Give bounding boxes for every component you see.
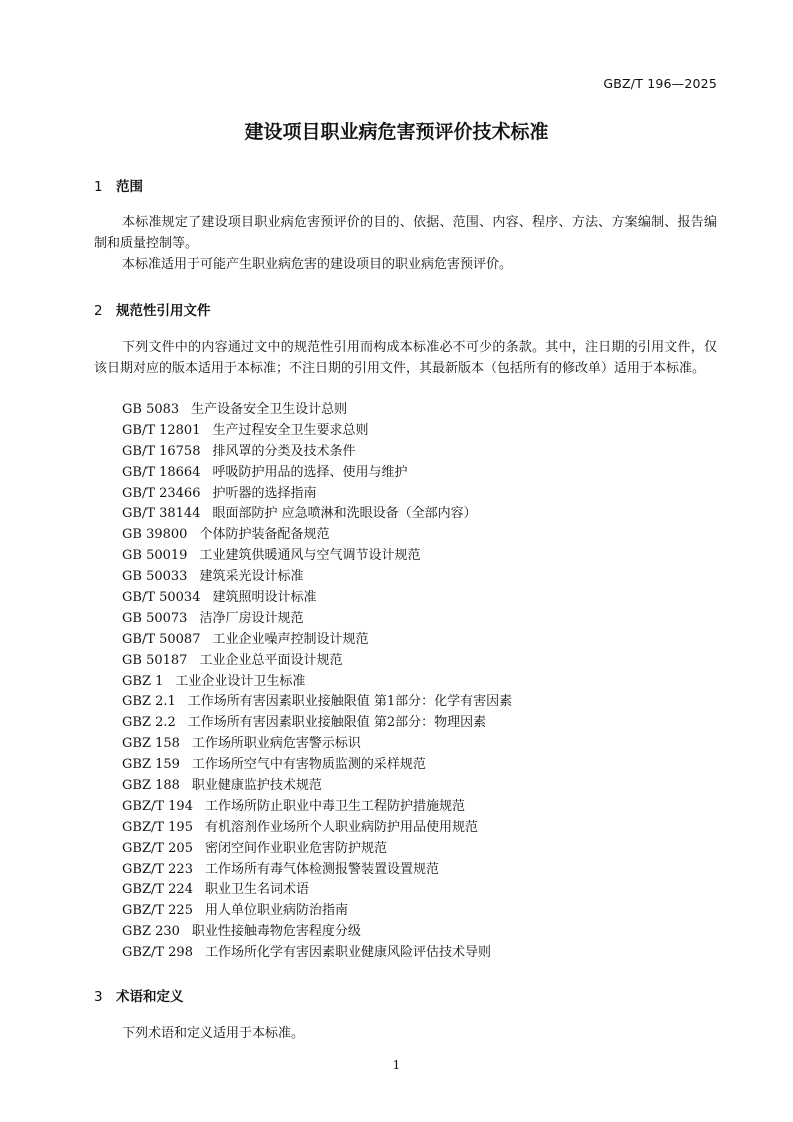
reference-code: GBZ 159 xyxy=(122,757,180,773)
reference-title: 生产过程安全卫生要求总则 xyxy=(212,422,369,438)
reference-item xyxy=(122,630,512,651)
reference-title: 工业企业噪声控制设计规范 xyxy=(212,631,369,647)
reference-item xyxy=(122,442,512,463)
reference-code: GB/T 23466 xyxy=(122,485,201,501)
reference-item xyxy=(122,651,512,672)
reference-item xyxy=(122,839,512,860)
reference-item xyxy=(122,400,512,421)
reference-item xyxy=(122,588,512,609)
reference-title: 工作场所有害因素职业接触限值 第2部分：物理因素 xyxy=(187,715,487,731)
reference-item xyxy=(122,421,512,442)
reference-code: GBZ 2.2 xyxy=(122,715,176,731)
reference-code: GB 50033 xyxy=(122,569,188,585)
reference-item xyxy=(122,463,512,484)
reference-title: 工作场所有害因素职业接触限值 第1部分：化学有害因素 xyxy=(187,694,513,710)
reference-item xyxy=(122,567,512,588)
reference-title: 呼吸防护用品的选择、使用与维护 xyxy=(212,464,408,480)
reference-code: GB/T 12801 xyxy=(122,422,201,438)
section-title: 术语和定义 xyxy=(116,989,184,1005)
reference-item xyxy=(122,860,512,881)
reference-item xyxy=(122,797,512,818)
reference-title: 密闭空间作业职业危害防护规范 xyxy=(204,840,387,856)
reference-item xyxy=(122,901,512,922)
references-intro: 下列文件中的内容通过文中的规范性引用而构成本标准必不可少的条款。其中，注日期的引用文件，仅该日期对应的版本适用于本标准；不注日期的引用文件，其最新版本（包括所有的修改单）适用于本标准。 xyxy=(94,340,717,376)
reference-code: GBZ/T 225 xyxy=(122,903,193,919)
reference-title: 建筑照明设计标准 xyxy=(212,590,317,606)
reference-item xyxy=(122,880,512,901)
scope-paragraph: 本标准适用于可能产生职业病危害的建设项目的职业病危害预评价。 xyxy=(122,257,513,272)
reference-code: GBZ 188 xyxy=(122,778,180,794)
reference-title: 生产设备安全卫生设计总则 xyxy=(191,402,348,417)
reference-code: GB/T 38144 xyxy=(122,506,201,522)
reference-title: 工作场所职业病危害警示标识 xyxy=(191,736,361,752)
section-heading-terms-definitions xyxy=(94,985,184,1005)
reference-item xyxy=(122,943,512,964)
section-title: 范围 xyxy=(116,179,143,195)
section-title: 规范性引用文件 xyxy=(116,303,211,319)
reference-code: GBZ/T 298 xyxy=(122,945,193,961)
reference-item xyxy=(122,776,512,797)
reference-item xyxy=(122,546,512,567)
reference-item xyxy=(122,922,512,943)
terms-intro: 下列术语和定义适用于本标准。 xyxy=(122,1026,305,1041)
reference-title: 用人单位职业病防治指南 xyxy=(204,903,348,919)
reference-title: 有机溶剂作业场所个人职业病防护用品使用规范 xyxy=(204,819,478,835)
reference-code: GBZ 2.1 xyxy=(122,694,176,710)
reference-title: 工作场所有毒气体检测报警装置设置规范 xyxy=(204,861,439,877)
reference-code: GB/T 16758 xyxy=(122,443,201,459)
reference-title: 工作场所空气中有害物质监测的采样规范 xyxy=(191,757,426,773)
reference-code: GB 50019 xyxy=(122,548,188,564)
reference-title: 职业性接触毒物危害程度分级 xyxy=(191,924,361,940)
standard-number: GBZ/T 196—2025 xyxy=(603,76,717,91)
section-number: 3 xyxy=(94,989,103,1005)
reference-title: 排风罩的分类及技术条件 xyxy=(212,443,356,459)
reference-title: 建筑采光设计标准 xyxy=(199,569,304,585)
reference-item xyxy=(122,484,512,505)
reference-title: 工业建筑供暖通风与空气调节设计规范 xyxy=(199,548,421,564)
reference-item xyxy=(122,504,512,525)
reference-code: GB/T 50034 xyxy=(122,590,201,606)
reference-title: 工业企业设计卫生标准 xyxy=(175,673,306,689)
reference-code: GBZ/T 194 xyxy=(122,798,193,814)
reference-item xyxy=(122,672,512,693)
reference-code: GB/T 18664 xyxy=(122,464,201,480)
reference-title: 工作场所防止职业中毒卫生工程防护措施规范 xyxy=(204,798,465,814)
scope-paragraph: 本标准规定了建设项目职业病危害预评价的目的、依据、范围、内容、程序、方法、方案编制、报告编制和质量控制等。 xyxy=(94,215,717,251)
document-title: 建设项目职业病危害预评价技术标准 xyxy=(244,121,549,143)
section-heading-scope xyxy=(94,175,143,195)
reference-title: 工业企业总平面设计规范 xyxy=(199,652,343,668)
reference-item xyxy=(122,734,512,755)
reference-title: 洁净厂房设计规范 xyxy=(199,610,304,626)
reference-title: 护听器的选择指南 xyxy=(212,485,317,501)
section-heading-normative-references xyxy=(94,299,211,319)
reference-title: 职业健康监护技术规范 xyxy=(191,778,322,794)
reference-code: GBZ/T 205 xyxy=(122,840,193,856)
reference-code: GBZ 1 xyxy=(122,673,164,689)
reference-code: GBZ 158 xyxy=(122,736,180,752)
reference-code: GBZ 230 xyxy=(122,924,180,940)
reference-code: GBZ/T 224 xyxy=(122,882,193,898)
reference-code: GBZ/T 223 xyxy=(122,861,193,877)
reference-title: 个体防护装备配备规范 xyxy=(199,527,330,543)
reference-item xyxy=(122,755,512,776)
reference-code: GB 50073 xyxy=(122,610,188,626)
reference-item xyxy=(122,609,512,630)
reference-title: 眼面部防护 应急喷淋和洗眼设备（全部内容） xyxy=(212,506,477,522)
reference-list xyxy=(122,400,512,964)
reference-title: 工作场所化学有害因素职业健康风险评估技术导则 xyxy=(204,945,491,961)
section-number: 2 xyxy=(94,303,103,319)
reference-code: GB 50187 xyxy=(122,652,188,668)
reference-item xyxy=(122,525,512,546)
reference-item xyxy=(122,713,512,734)
page-number: 1 xyxy=(392,1058,401,1072)
section-number: 1 xyxy=(94,179,103,195)
reference-item xyxy=(122,818,512,839)
reference-title: 职业卫生名词术语 xyxy=(204,882,309,898)
reference-item xyxy=(122,692,512,713)
reference-code: GB 39800 xyxy=(122,527,188,543)
reference-code: GB/T 50087 xyxy=(122,631,201,647)
reference-code: GBZ/T 195 xyxy=(122,819,193,835)
reference-code: GB 5083 xyxy=(122,402,180,417)
